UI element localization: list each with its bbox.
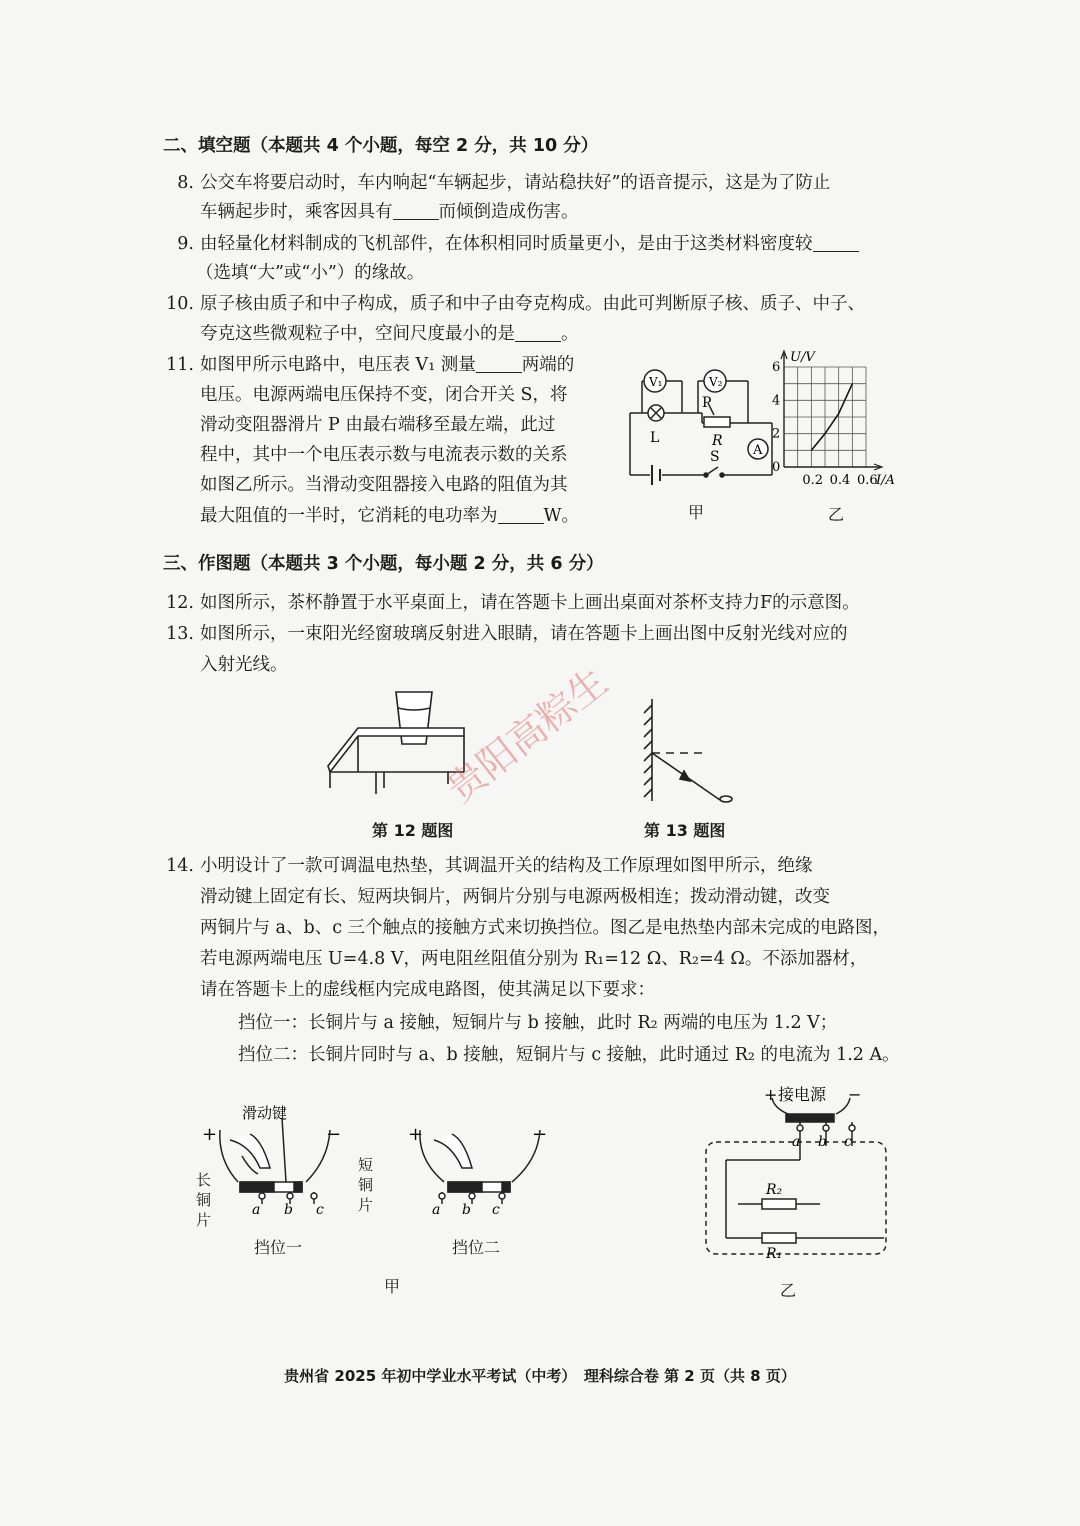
q10-blank [515, 325, 561, 342]
fig11-yi-caption: 乙 [828, 505, 845, 524]
y-tick-label: 2 [772, 426, 781, 442]
q11-line5: 如图乙所示。当滑动变阻器接入电路的阻值为其 [200, 475, 568, 495]
q10-text1: 原子核由质子和中子构成，质子和中子由夸克构成。由此可判断原子核、质子、中子、 [200, 294, 865, 314]
fig13-mirror-ray [640, 695, 760, 815]
gear2-c: c [492, 1202, 500, 1218]
x-tick-label: 0.2 [802, 473, 824, 488]
q9-text1: 由轻量化材料制成的飞机部件，在体积相同时质量更小，是由于这类材料密度较 [200, 234, 813, 254]
q8-number: 8. [177, 173, 194, 193]
q11-line3: 滑动变阻器滑片 P 由最右端移至最左端，此过 [200, 415, 556, 435]
fig14-jia-caption: 甲 [384, 1277, 401, 1296]
lamp-label: L [650, 430, 660, 446]
fig11-jia-caption: 甲 [688, 503, 705, 522]
q11-blank2 [498, 507, 544, 524]
section2-heading: 二、填空题（本题共 4 个小题，每空 2 分，共 10 分） [163, 136, 599, 156]
yi-b: b [818, 1134, 827, 1150]
q10-text2b: 。 [561, 324, 579, 344]
q8-text2b: 而倾倒造成伤害。 [438, 202, 579, 222]
gear1-a: a [252, 1202, 261, 1218]
long-copper-label: 长铜片 [196, 1171, 212, 1229]
q14-number: 14. [166, 856, 194, 876]
yi-r2-label: R₂ [766, 1182, 783, 1198]
q10-number: 10. [166, 294, 194, 314]
fig12-caption: 第 12 题图 [372, 821, 454, 840]
q10-text2a: 夸克这些微观粒子中，空间尺度最小的是 [200, 324, 515, 344]
q8-text2a: 车辆起步时，乘客因具有 [200, 202, 393, 222]
section3-heading: 三、作图题（本题共 3 个小题，每小题 2 分，共 6 分） [163, 554, 604, 574]
q13-number: 13. [166, 624, 194, 644]
power-minus: − [848, 1085, 862, 1104]
q14-line4: 若电源两端电压 U=4.8 V，两电阻丝阻值分别为 R₁=12 Ω、R₂=4 Ω。不添加器材， [200, 949, 868, 969]
gear1-minus: − [326, 1124, 342, 1145]
fig14-jia-diagram [190, 1100, 570, 1270]
slider-label: P [702, 395, 712, 411]
q9-line1 [160, 233, 859, 255]
q14-line2: 滑动键上固定有长、短两块铜片，两铜片分别与电源两极相连；拨动滑动键，改变 [200, 887, 830, 907]
y-tick-label: 4 [772, 393, 781, 409]
q14-line7: 挡位二：长铜片同时与 a、b 接触，短铜片与 c 接触，此时通过 R₂ 的电流为 1.2 A。 [238, 1045, 900, 1065]
power-label: 接电源 [778, 1085, 827, 1104]
gear2-minus: − [532, 1124, 548, 1145]
x-axis-label: I/A [876, 473, 895, 488]
gear2-plus: + [408, 1124, 424, 1145]
ammeter-label: A [753, 443, 763, 458]
short-copper-label: 短铜片 [358, 1156, 374, 1214]
q14-line1 [160, 855, 813, 877]
q13-line1 [160, 623, 848, 645]
gear2-caption: 挡位二 [452, 1238, 501, 1257]
q8-blank [393, 203, 439, 220]
q12-number: 12. [166, 593, 194, 613]
gear2-a: a [432, 1202, 441, 1218]
slide-key-label: 滑动键 [242, 1104, 288, 1122]
q11-line4: 程中，其中一个电压表示数与电流表示数的关系 [200, 445, 568, 465]
q11-text6b: W。 [543, 506, 579, 526]
v2-label: V₂ [709, 375, 723, 389]
v1-label: V₁ [649, 375, 663, 389]
gear1-c: c [316, 1202, 324, 1218]
q11-line1 [160, 354, 574, 376]
q11-text1b: 两端的 [521, 355, 575, 375]
q8-line1 [160, 172, 830, 194]
fig14-yi-diagram [700, 1080, 900, 1270]
q13-text1: 如图所示，一束阳光经窗玻璃反射进入眼睛，请在答题卡上画出图中反射光线对应的 [200, 624, 848, 644]
page-footer: 贵州省 2025 年初中学业水平考试（中考） 理科综合卷 第 2 页（共 8 页） [284, 1367, 796, 1385]
q11-number: 11. [166, 355, 194, 375]
q14-line6: 挡位一：长铜片与 a 接触，短铜片与 b 接触，此时 R₂ 两端的电压为 1.2 V； [238, 1013, 838, 1033]
power-plus: + [764, 1085, 778, 1104]
q9-line2: （选填“大”或“小”）的缘故。 [196, 263, 425, 283]
q8-line2 [200, 201, 579, 223]
x-tick-label: 0.6 [857, 473, 878, 488]
q11-line6 [200, 505, 579, 527]
q10-line2 [200, 323, 579, 345]
q14-text1: 小明设计了一款可调温电热垫，其调温开关的结构及工作原理如图甲所示，绝缘 [200, 856, 813, 876]
q9-blank [813, 235, 859, 252]
gear2-b: b [462, 1202, 471, 1218]
fig11-ui-chart [762, 342, 912, 492]
y-axis-label: U/V [790, 350, 815, 365]
q12-line1 [160, 592, 860, 614]
x-tick-label: 0.4 [829, 473, 851, 488]
yi-c: c [844, 1134, 852, 1150]
y-tick-label: 0 [772, 460, 781, 475]
yi-r1-label: R₁ [766, 1246, 783, 1262]
switch-label: S [710, 449, 720, 465]
fig13-caption: 第 13 题图 [644, 821, 726, 840]
q13-line2: 入射光线。 [200, 655, 288, 675]
fig11-circuit-diagram [622, 365, 782, 495]
q14-line5: 请在答题卡上的虚线框内完成电路图，使其满足以下要求： [200, 980, 655, 1000]
q11-text1a: 如图甲所示电路中，电压表 V₁ 测量 [200, 355, 476, 375]
gear1-caption: 挡位一 [254, 1238, 303, 1257]
q11-line2: 电压。电源两端电压保持不变，闭合开关 S，将 [200, 385, 568, 405]
q11-blank1 [476, 356, 522, 373]
q9-number: 9. [177, 234, 194, 254]
watermark: 贵阳高粽生 [438, 659, 616, 812]
fig14-yi-caption: 乙 [780, 1281, 797, 1300]
y-tick-label: 6 [772, 360, 781, 375]
q14-line3: 两铜片与 a、b、c 三个触点的接触方式来切换挡位。图乙是电热垫内部未完成的电路图， [200, 918, 891, 938]
gear1-b: b [284, 1202, 293, 1218]
gear1-plus: + [202, 1124, 218, 1145]
q12-text1: 如图所示，茶杯静置于水平桌面上，请在答题卡上画出桌面对茶杯支持力F的示意图。 [200, 593, 860, 613]
resistor-label: R [712, 433, 723, 449]
q10-line1 [160, 293, 865, 315]
q8-text1: 公交车将要启动时，车内响起“车辆起步，请站稳扶好”的语音提示，这是为了防止 [200, 173, 831, 193]
yi-a: a [792, 1134, 801, 1150]
q11-text6a: 最大阻值的一半时，它消耗的电功率为 [200, 506, 498, 526]
